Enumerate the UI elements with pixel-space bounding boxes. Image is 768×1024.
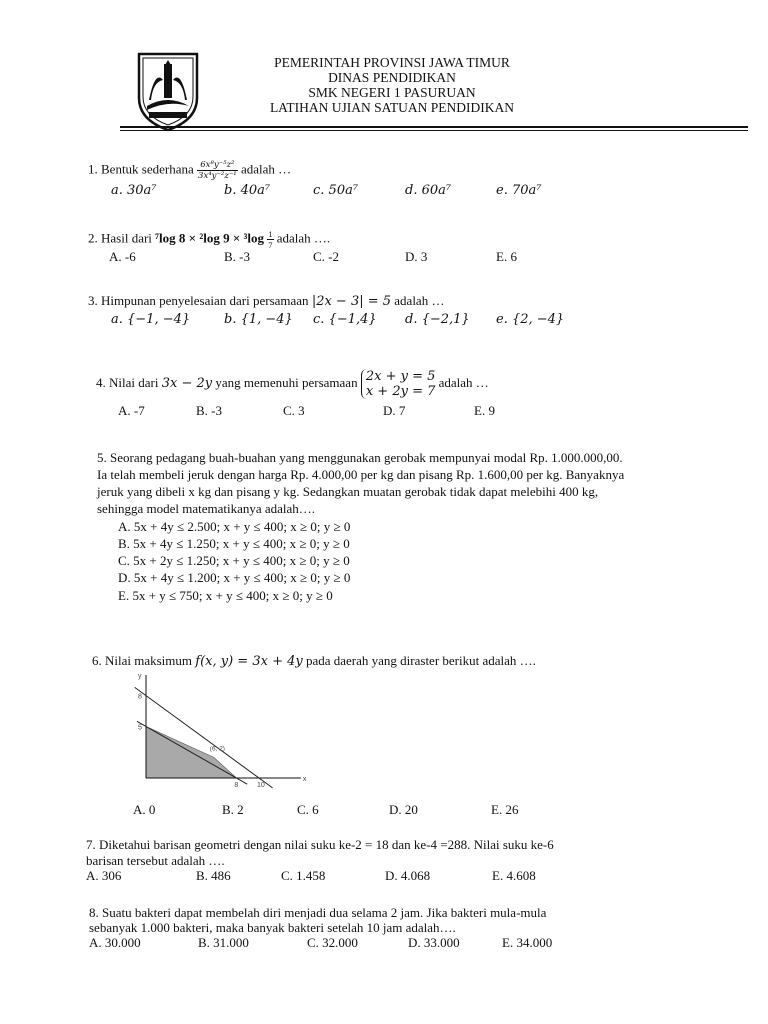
question-2-expression: ⁷log 8 × ²log 9 × ³log (155, 230, 264, 246)
y-tick-label: 5 (138, 724, 142, 732)
header-school: SMK NEGERI 1 PASURUAN (308, 85, 476, 100)
q6-option-c[interactable]: C. 6 (297, 802, 319, 817)
header-government: PEMERINTAH PROVINSI JAWA TIMUR (274, 55, 510, 70)
q1-option-c[interactable]: c. 50a⁷ (313, 183, 359, 198)
q2-option-d[interactable]: D. 3 (405, 249, 428, 264)
question-6-expression: f(x, y) = 3x + 4y (195, 654, 303, 669)
q2-option-a[interactable]: A. -6 (109, 249, 136, 264)
q4-option-c[interactable]: C. 3 (283, 403, 305, 418)
question-6-prefix: 6. Nilai maksimum (92, 653, 193, 668)
q5-option-c[interactable]: C. 5x + 2y ≤ 1.250; x + y ≤ 400; x ≥ 0; y ≥ 0 (118, 553, 350, 568)
x-axis-label: x (302, 776, 307, 783)
q7-option-e[interactable]: E. 4.608 (492, 868, 536, 883)
q5-option-b[interactable]: B. 5x + 4y ≤ 1.250; x + y ≤ 400; x ≥ 0; y ≥ 0 (118, 536, 350, 551)
question-2 (88, 229, 330, 250)
feasible-region-graph (120, 672, 310, 792)
question-2-denominator: 7 (268, 240, 273, 250)
question-2-fraction (267, 229, 273, 250)
question-3-suffix: adalah … (394, 293, 445, 308)
question-1-fraction (197, 160, 238, 181)
q1-option-a[interactable]: a. 30a⁷ (111, 183, 157, 198)
question-6 (92, 653, 536, 669)
q7-option-d[interactable]: D. 4.068 (385, 868, 431, 883)
q1-option-b[interactable]: b. 40a⁷ (224, 183, 271, 198)
x-tick-label: 10 (257, 782, 265, 789)
q2-option-e[interactable]: E. 6 (496, 249, 517, 264)
q4-option-a[interactable]: A. -7 (118, 403, 145, 418)
q3-option-e[interactable]: e. {2, −4} (496, 312, 565, 327)
q8-option-e[interactable]: E. 34.000 (502, 935, 553, 950)
y-axis-label: y (138, 673, 142, 680)
question-1-numerator: 6x⁸y⁻⁵z² (197, 160, 238, 171)
q3-option-a[interactable]: a. {−1, −4} (111, 312, 191, 327)
question-4-equation-2: x + 2y = 7 (365, 384, 436, 399)
question-2-prefix: 2. Hasil dari (88, 230, 152, 246)
q5-option-a[interactable]: A. 5x + 4y ≤ 2.500; x + y ≤ 400; x ≥ 0; y ≥ 0 (118, 519, 351, 534)
question-3-expression: |2x − 3| = 5 (311, 294, 392, 309)
q3-option-b[interactable]: b. {1, −4} (224, 312, 293, 327)
question-4 (96, 369, 489, 399)
question-4-expression: 3x − 2y (161, 375, 213, 391)
question-1-denominator: 3x⁴y⁻²z⁻¹ (198, 171, 237, 181)
question-5-line-1: 5. Seorang pedagang buah-buahan yang menggunakan gerobak mempunyai modal Rp. 1.000.000,00. (97, 450, 623, 465)
question-1 (88, 160, 291, 181)
question-1-suffix: adalah … (240, 161, 292, 177)
question-2-numerator: 1 (268, 229, 273, 239)
q6-option-d[interactable]: D. 20 (389, 802, 418, 817)
q8-option-b[interactable]: B. 31.000 (198, 935, 249, 950)
question-8-line-2: sebanyak 1.000 bakteri, maka banyak bakteri setelah 10 jam adalah…. (89, 920, 456, 935)
question-4-mid: yang memenuhi persamaan (215, 374, 358, 390)
q8-option-a[interactable]: A. 30.000 (89, 935, 141, 950)
header-exam-title: LATIHAN UJIAN SATUAN PENDIDIKAN (269, 100, 515, 115)
q1-option-d[interactable]: d. 60a⁷ (405, 183, 452, 198)
question-5-line-2: Ia telah membeli jeruk dengan harga Rp. 4.000,00 per kg dan pisang Rp. 1.600,00 per kg. Banyaknya (97, 467, 625, 482)
q4-option-d[interactable]: D. 7 (383, 403, 406, 418)
header-agency: DINAS PENDIDIKAN (328, 70, 456, 85)
q5-option-e[interactable]: E. 5x + y ≤ 750; x + y ≤ 400; x ≥ 0; y ≥ 0 (118, 588, 333, 603)
q2-option-c[interactable]: C. -2 (313, 249, 339, 264)
question-7-line-2: barisan tersebut adalah …. (86, 853, 225, 868)
q8-option-c[interactable]: C. 32.000 (307, 935, 358, 950)
question-4-system (361, 369, 436, 399)
intersection-label: (6, 2) (209, 745, 225, 753)
q7-option-a[interactable]: A. 306 (86, 868, 122, 883)
question-4-prefix: 4. Nilai dari (96, 374, 159, 390)
question-3 (88, 293, 444, 309)
q3-option-d[interactable]: d. {−2,1} (405, 312, 470, 327)
q6-option-b[interactable]: B. 2 (222, 802, 244, 817)
q1-option-e[interactable]: e. 70a⁷ (496, 183, 542, 198)
header-rule-thick (120, 126, 748, 128)
q6-option-e[interactable]: E. 26 (491, 802, 519, 817)
q4-option-e[interactable]: E. 9 (474, 403, 495, 418)
header-rule-thin (120, 130, 748, 131)
question-5-line-3: jeruk yang dibeli x kg dan pisang y kg. Sedangkan muatan gerobak tidak dapat melebihi 400 kg, (97, 484, 599, 499)
question-4-suffix: adalah … (438, 374, 489, 390)
question-2-suffix: adalah …. (276, 230, 331, 246)
question-6-suffix: pada daerah yang diraster berikut adalah …. (305, 653, 536, 668)
question-4-equation-1: 2x + y = 5 (365, 369, 436, 384)
y-tick-label: 8 (138, 693, 142, 701)
q3-option-c[interactable]: c. {−1,4} (313, 312, 377, 327)
question-3-prefix: 3. Himpunan penyelesaian dari persamaan (88, 293, 309, 308)
x-tick-label: 8 (234, 782, 239, 789)
q2-option-b[interactable]: B. -3 (224, 249, 250, 264)
question-1-prefix: 1. Bentuk sederhana (88, 161, 194, 177)
q8-option-d[interactable]: D. 33.000 (408, 935, 460, 950)
q4-option-b[interactable]: B. -3 (196, 403, 222, 418)
jawa-timur-crest-icon (133, 50, 203, 132)
q6-option-a[interactable]: A. 0 (133, 802, 156, 817)
q7-option-c[interactable]: C. 1.458 (281, 868, 326, 883)
question-7-line-1: 7. Diketahui barisan geometri dengan nilai suku ke-2 = 18 dan ke-4 =288. Nilai suku ke-6 (86, 837, 554, 852)
question-8-line-1: 8. Suatu bakteri dapat membelah diri menjadi dua selama 2 jam. Jika bakteri mula-mula (89, 905, 547, 920)
q7-option-b[interactable]: B. 486 (196, 868, 231, 883)
question-5-line-4: sehingga model matematikanya adalah…. (97, 501, 316, 516)
q5-option-d[interactable]: D. 5x + 4y ≤ 1.200; x + y ≤ 400; x ≥ 0; y ≥ 0 (118, 570, 351, 585)
